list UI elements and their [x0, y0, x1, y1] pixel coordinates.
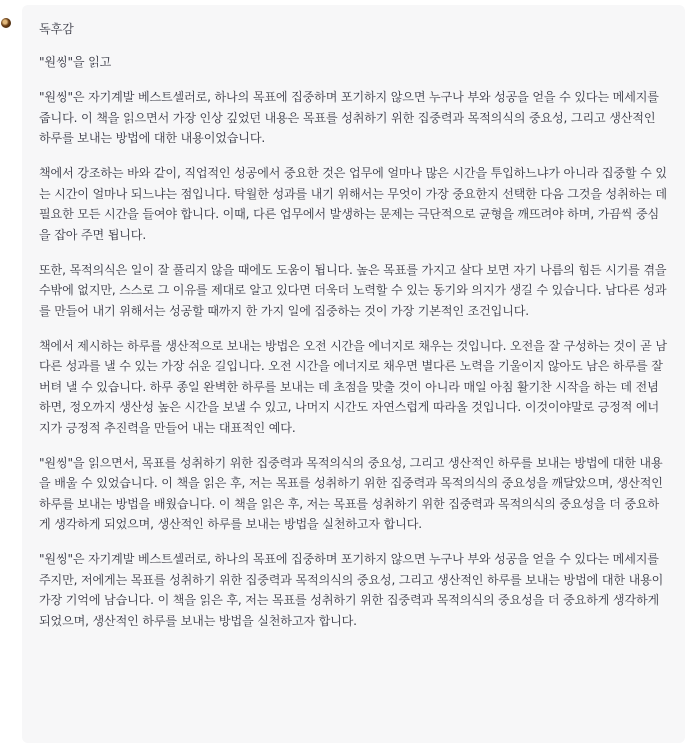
essay-paragraph: 또한, 목적의식은 일이 잘 풀리지 않을 때에도 도움이 됩니다. 높은 목표를 가지고 살다 보면 자기 나름의 힘든 시기를 겪을 수밖에 없지만, 스스로 그 이유를 제대로 알고 있다면 더욱더 노력할 수 있는 동기와 의지가 생길 수 있습니다. 남다른 성과를 만들어 내기 위해서는 성공할 때까지 한 가지 일에 집중하는 것이 가장 기본적인 조건입니다. — [39, 262, 667, 318]
essay-paragraph: "원씽"은 자기계발 베스트셀러로, 하나의 목표에 집중하며 포기하지 않으면 누구나 부와 성공을 얻을 수 있다는 메세지를 줍니다. 이 책을 읽으면서 가장 인상 깊었던 내용은 목표를 성취하기 위한 집중력과 목적의식의 중요성, 그리고 생산적인 하루를 보내는 방법에 대한 내용이었습니다. — [39, 90, 659, 145]
essay-title: 독후감 — [39, 22, 74, 36]
essay-paragraph: 책에서 제시하는 하루를 생산적으로 보내는 방법은 오전 시간을 에너지로 채우는 것입니다. 오전을 잘 구성하는 것이 곧 남다른 성과를 낼 수 있는 가장 쉬운 길입니다. 오전 시간을 에너지로 채우면 별다른 노력을 기울이지 않아도 남은 하루를 잘 버텨 낼 수 있습니다. 하루 종일 완벽한 하루를 보내는 데 초점을 맞출 것이 아니라 매일 아침 활기찬 시작을 하는 데 전념하면, 정오까지 생산성 높은 시간을 보낼 수 있고, 나머지 시간도 자연스럽게 따라올 것입니다. 이것이야말로 긍정적 에너지가 긍정적 추진력을 만들어 내는 대표적인 예다. — [39, 338, 667, 435]
essay-subtitle: "원씽"을 읽고 — [39, 54, 112, 69]
essay-paragraph: "원씽"을 읽으면서, 목표를 성취하기 위한 집중력과 목적의식의 중요성, 그리고 생산적인 하루를 보내는 방법에 대한 내용을 배울 수 있었습니다. 이 책을 읽은 후, 저는 목표를 성취하기 위한 집중력과 목적의식의 중요성을 깨달았으며, 생산적인 하루를 보내는 방법을 배웠습니다. 이 책을 읽은 후, 저는 목표를 성취하기 위한 집중력과 목적의식의 중요성을 더 중요하게 생각하게 되었으며, 생산적인 하루를 보내는 방법을 실천하고자 합니다. — [39, 455, 663, 531]
essay-paragraph: 책에서 강조하는 바와 같이, 직업적인 성공에서 중요한 것은 업무에 얼마나 많은 시간을 투입하느냐가 아니라 집중할 수 있는 시간이 얼마나 되느냐는 점입니다. 탁월한 성과를 내기 위해서는 무엇이 가장 중요한지 선택한 다음 그것을 성취하는 데 필요한 모든 시간을 들여야 합니다. 이때, 다른 업무에서 발생하는 문제는 극단적으로 균형을 깨뜨려야 하며, 가끔씩 중심을 잡아 주면 됩니다. — [39, 166, 667, 242]
assistant-avatar-icon — [1, 18, 11, 28]
assistant-message — [22, 5, 685, 743]
essay-paragraph: "원씽"은 자기계발 베스트셀러로, 하나의 목표에 집중하며 포기하지 않으면 누구나 부와 성공을 얻을 수 있다는 메세지를 주지만, 저에게는 목표를 성취하기 위한 집중력과 목적의식의 중요성, 그리고 생산적인 하루를 보내는 방법에 대한 내용이 가장 기억에 남습니다. 이 책을 읽은 후, 저는 목표를 성취하기 위한 집중력과 목적의식의 중요성을 더 중요하게 생각하게 되었으며, 생산적인 하루를 보내는 방법을 실천하고자 합니다. — [39, 552, 664, 628]
